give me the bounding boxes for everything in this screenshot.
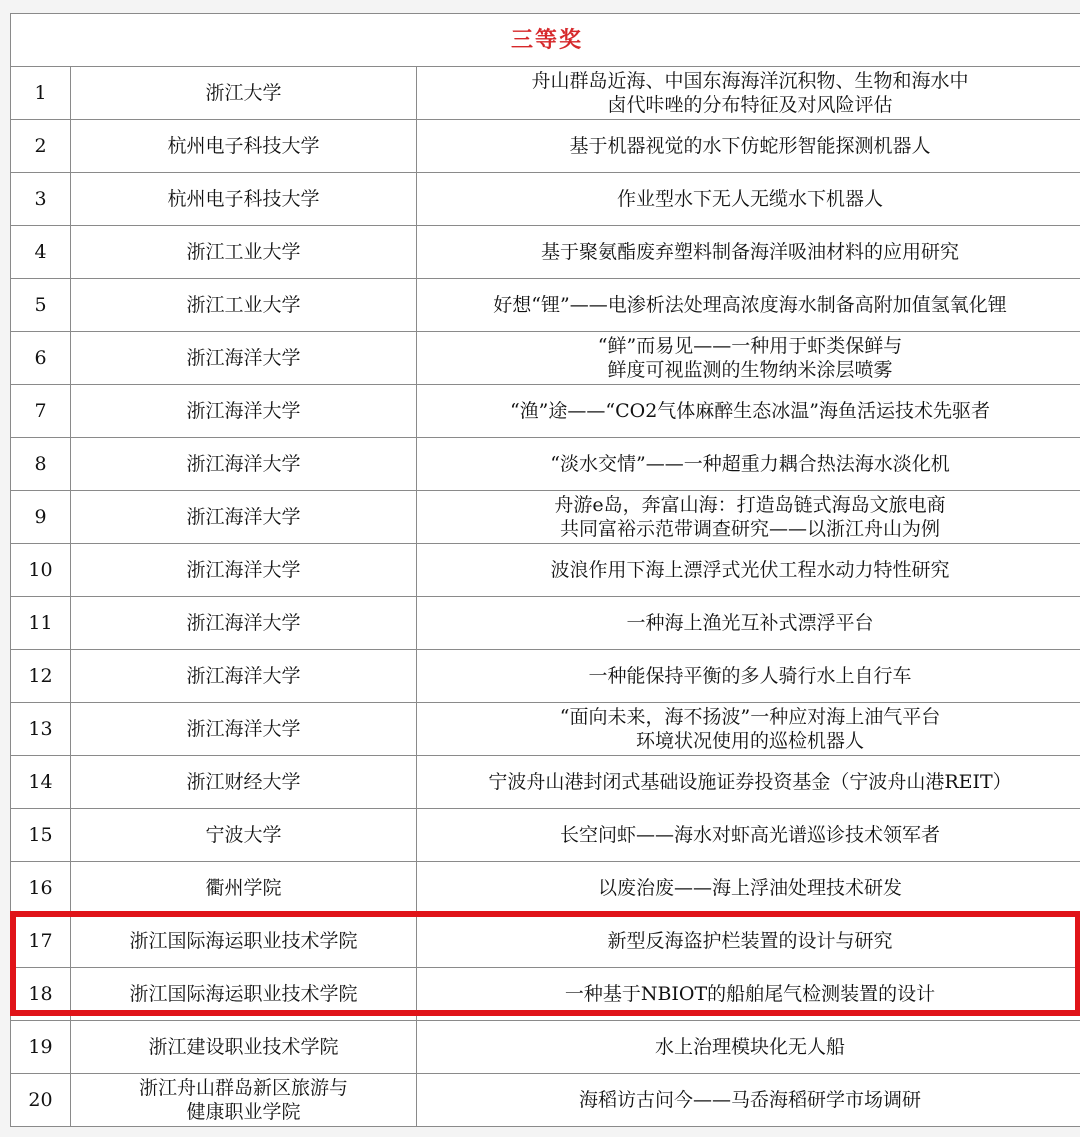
project-name: 波浪作用下海上漂浮式光伏工程水动力特性研究 <box>417 544 1080 597</box>
row-number: 10 <box>11 544 71 597</box>
table-row <box>11 491 1080 544</box>
project-name: 基于机器视觉的水下仿蛇形智能探测机器人 <box>417 120 1080 173</box>
row-number: 8 <box>11 438 71 491</box>
row-number: 11 <box>11 597 71 650</box>
project-name: 舟山群岛近海、中国东海海洋沉积物、生物和海水中 卤代咔唑的分布特征及对风险评估 <box>417 67 1080 120</box>
project-name: 以废治废——海上浮油处理技术研发 <box>417 862 1080 915</box>
project-name: 长空问虾——海水对虾高光谱巡诊技术领军者 <box>417 809 1080 862</box>
row-number: 18 <box>11 968 71 1021</box>
project-name: 海稻访古问今——马岙海稻研学市场调研 <box>417 1074 1080 1127</box>
project-name: 好想“锂”——电渗析法处理高浓度海水制备高附加值氢氧化锂 <box>417 279 1080 332</box>
table-row <box>11 438 1080 491</box>
project-name: 基于聚氨酯废弃塑料制备海洋吸油材料的应用研究 <box>417 226 1080 279</box>
school-name: 浙江工业大学 <box>71 226 417 279</box>
project-name: 一种能保持平衡的多人骑行水上自行车 <box>417 650 1080 703</box>
row-number: 9 <box>11 491 71 544</box>
project-name: “鲜”而易见——一种用于虾类保鲜与 鲜度可视监测的生物纳米涂层喷雾 <box>417 332 1080 385</box>
school-name: 宁波大学 <box>71 809 417 862</box>
school-name: 浙江海洋大学 <box>71 438 417 491</box>
row-number: 5 <box>11 279 71 332</box>
school-name: 浙江国际海运职业技术学院 <box>71 968 417 1021</box>
award-table <box>10 13 1080 1127</box>
table-row <box>11 279 1080 332</box>
row-number: 19 <box>11 1021 71 1074</box>
school-name: 浙江国际海运职业技术学院 <box>71 915 417 968</box>
school-name: 浙江海洋大学 <box>71 491 417 544</box>
project-name: “面向未来，海不扬波”一种应对海上油气平台 环境状况使用的巡检机器人 <box>417 703 1080 756</box>
table-row <box>11 650 1080 703</box>
school-name: 浙江海洋大学 <box>71 703 417 756</box>
project-name: 水上治理模块化无人船 <box>417 1021 1080 1074</box>
school-name: 浙江大学 <box>71 67 417 120</box>
award-table-container <box>10 13 1080 1127</box>
table-row <box>11 915 1080 968</box>
row-number: 12 <box>11 650 71 703</box>
award-header-row <box>11 14 1080 67</box>
row-number: 6 <box>11 332 71 385</box>
table-row <box>11 332 1080 385</box>
table-row <box>11 968 1080 1021</box>
school-name: 浙江海洋大学 <box>71 597 417 650</box>
table-row <box>11 597 1080 650</box>
school-name: 浙江海洋大学 <box>71 650 417 703</box>
school-name: 浙江海洋大学 <box>71 385 417 438</box>
school-name: 杭州电子科技大学 <box>71 173 417 226</box>
school-name: 浙江建设职业技术学院 <box>71 1021 417 1074</box>
school-name: 浙江财经大学 <box>71 756 417 809</box>
project-name: 一种海上渔光互补式漂浮平台 <box>417 597 1080 650</box>
project-name: 宁波舟山港封闭式基础设施证券投资基金（宁波舟山港REIT） <box>417 756 1080 809</box>
table-row <box>11 809 1080 862</box>
row-number: 3 <box>11 173 71 226</box>
table-row <box>11 226 1080 279</box>
project-name: “淡水交情”——一种超重力耦合热法海水淡化机 <box>417 438 1080 491</box>
table-row <box>11 173 1080 226</box>
project-name: “渔”途——“CO2气体麻醉生态冰温”海鱼活运技术先驱者 <box>417 385 1080 438</box>
school-name: 杭州电子科技大学 <box>71 120 417 173</box>
table-row <box>11 703 1080 756</box>
table-row <box>11 1021 1080 1074</box>
award-title: 三等奖 <box>11 14 1080 67</box>
school-name: 浙江工业大学 <box>71 279 417 332</box>
school-name: 衢州学院 <box>71 862 417 915</box>
row-number: 20 <box>11 1074 71 1127</box>
table-row <box>11 862 1080 915</box>
project-name: 一种基于NBIOT的船舶尾气检测装置的设计 <box>417 968 1080 1021</box>
row-number: 1 <box>11 67 71 120</box>
project-name: 舟游e岛，奔富山海：打造岛链式海岛文旅电商 共同富裕示范带调查研究——以浙江舟山为例 <box>417 491 1080 544</box>
school-name: 浙江海洋大学 <box>71 544 417 597</box>
row-number: 13 <box>11 703 71 756</box>
school-name: 浙江海洋大学 <box>71 332 417 385</box>
row-number: 4 <box>11 226 71 279</box>
table-row <box>11 385 1080 438</box>
row-number: 15 <box>11 809 71 862</box>
row-number: 2 <box>11 120 71 173</box>
table-row <box>11 756 1080 809</box>
row-number: 14 <box>11 756 71 809</box>
school-name: 浙江舟山群岛新区旅游与 健康职业学院 <box>71 1074 417 1127</box>
project-name: 新型反海盗护栏装置的设计与研究 <box>417 915 1080 968</box>
row-number: 16 <box>11 862 71 915</box>
table-row <box>11 120 1080 173</box>
row-number: 7 <box>11 385 71 438</box>
row-number: 17 <box>11 915 71 968</box>
table-row <box>11 67 1080 120</box>
project-name: 作业型水下无人无缆水下机器人 <box>417 173 1080 226</box>
table-row <box>11 1074 1080 1127</box>
table-row <box>11 544 1080 597</box>
